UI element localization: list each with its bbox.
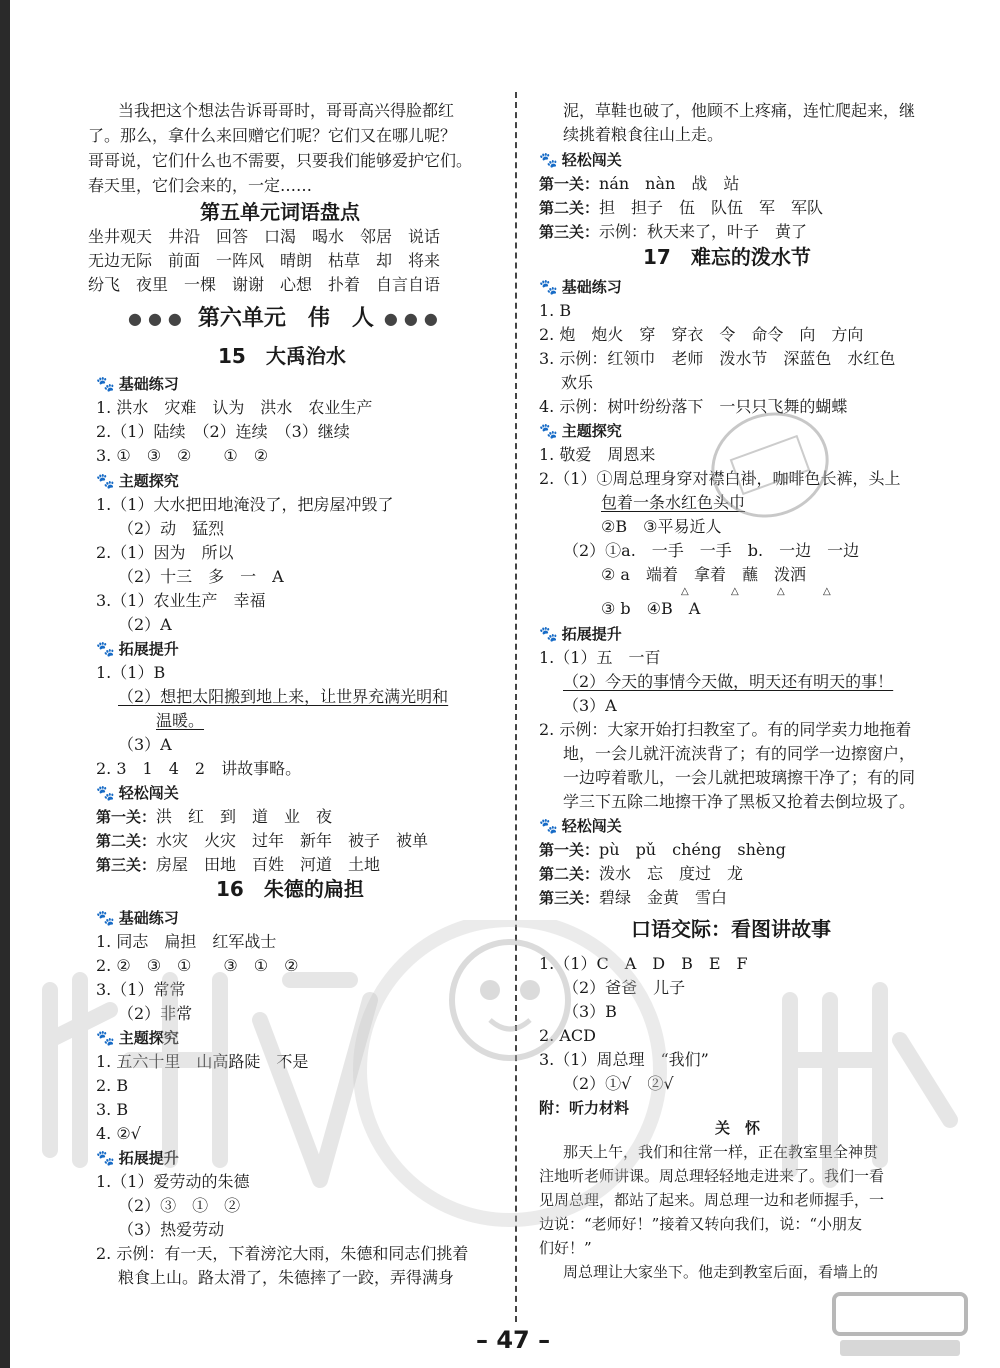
answer-line: 2. ACD bbox=[539, 1026, 596, 1045]
answer-line: 4. 示例：树叶纷纷落下 一只只飞舞的蝴蝶 bbox=[539, 397, 848, 416]
intro-line: 当我把这个想法告诉哥哥时，哥哥高兴得脸都红 bbox=[118, 101, 455, 120]
paw-icon: 🐾 bbox=[539, 422, 558, 440]
column-divider bbox=[515, 92, 517, 1322]
section-header: 🐾 基础练习 bbox=[96, 909, 179, 927]
answer-line: 1. 洪水 灾难 认为 洪水 农业生产 bbox=[96, 398, 373, 417]
section-header: 🐾 轻松闯关 bbox=[96, 784, 179, 802]
unit6-title: 第六单元 伟 人 bbox=[197, 306, 374, 331]
section-header: 🐾 轻松闯关 bbox=[539, 817, 622, 835]
paw-icon: 🐾 bbox=[539, 278, 558, 296]
answer-line: （2）非常 bbox=[118, 1004, 193, 1023]
answer-line: 1.（1）爱劳动的朱德 bbox=[96, 1172, 250, 1191]
answer-line: （2）爸爸 儿子 bbox=[563, 978, 686, 997]
answer-line: 1. B bbox=[539, 301, 572, 320]
answer-line: 3. 示例：红领巾 老师 泼水节 深蓝色 水红色 bbox=[539, 349, 896, 368]
word-row: 无边无际 前面 一阵风 晴朗 枯草 却 将来 bbox=[88, 251, 441, 270]
answer-line: 3. ① ③ ② ① ② bbox=[96, 446, 269, 465]
intro-line: 哥哥说，它们什么也不需要，只要我们能够爱护它们。 bbox=[88, 151, 473, 170]
level-line: 第一关：pù pǔ chéng shèng bbox=[539, 840, 786, 859]
answer-line: 2. ② ③ ① ③ ① ② bbox=[96, 956, 299, 975]
corner-logo-watermark bbox=[830, 1290, 970, 1362]
paw-icon: 🐾 bbox=[96, 909, 115, 927]
answer-line: 2. 炮 炮火 穿 穿衣 令 命令 向 方向 bbox=[539, 325, 864, 344]
paw-icon: 🐾 bbox=[539, 817, 558, 835]
answer-line-underlined: 包着一条水红色头巾 bbox=[601, 493, 746, 512]
lesson16-title: 16 朱德的扁担 bbox=[216, 877, 364, 901]
answer-line: 2. 示例：有一天，下着滂沱大雨，朱德和同志们挑着 bbox=[96, 1244, 469, 1263]
answer-line-underlined: 温暖。 bbox=[156, 711, 205, 730]
section-header: 🐾 主题探究 bbox=[96, 472, 179, 490]
word-row: 坐井观天 井沿 回答 口渴 喝水 邻居 说话 bbox=[88, 227, 441, 246]
story-line: 们好！” bbox=[539, 1239, 592, 1257]
answer-line: ②B ③平易近人 bbox=[601, 517, 722, 536]
story-line: 那天上午，我们和往常一样，正在教室里全神贯 bbox=[563, 1143, 879, 1161]
paw-icon: 🐾 bbox=[96, 375, 115, 393]
level-line: 第一关：洪 红 到 道 业 夜 bbox=[96, 807, 333, 826]
answer-line: 3.（1）常常 bbox=[96, 980, 186, 999]
answer-line: （2）动 猛烈 bbox=[118, 519, 225, 538]
answer-line: 1.（1）C A D B E F bbox=[539, 954, 748, 973]
paw-icon: 🐾 bbox=[539, 625, 558, 643]
answer-line: 一边哼着歌儿，一会儿就把玻璃擦干净了；有的同 bbox=[563, 768, 916, 787]
story-line: 边说：“老师好！”接着又转向我们，说：“小朋友 bbox=[539, 1215, 863, 1233]
answer-line: （3）A bbox=[118, 735, 172, 754]
unit5-title: 第五单元词语盘点 bbox=[200, 200, 360, 224]
paw-icon: 🐾 bbox=[96, 472, 115, 490]
section-header: 🐾 基础练习 bbox=[539, 278, 622, 296]
answer-line: 2. 示例：大家开始打扫教室了。有的同学卖力地拖着 bbox=[539, 720, 912, 739]
answer-line: （3）A bbox=[563, 696, 617, 715]
answer-line: 粮食上山。路太滑了，朱德摔了一跤，弄得满身 bbox=[118, 1268, 455, 1287]
intro-line: 了。那么，拿什么来回赠它们呢？它们又在哪儿呢？ bbox=[88, 126, 457, 145]
section-header: 🐾 主题探究 bbox=[539, 422, 622, 440]
triangle-mark: △ bbox=[777, 586, 785, 597]
answer-line: 1.（1）B bbox=[96, 663, 166, 682]
decor-dots-right: ●●● bbox=[383, 309, 444, 328]
answer-line: 学三下五除二地擦干净了黑板又抢着去倒垃圾了。 bbox=[563, 792, 916, 811]
answer-line: 3.（1）周总理 “我们” bbox=[539, 1050, 709, 1069]
answer-line: 续挑着粮食往山上走。 bbox=[563, 125, 724, 144]
answer-line: （2）A bbox=[118, 615, 172, 634]
answer-line: 欢乐 bbox=[561, 373, 594, 392]
section-header: 🐾 拓展提升 bbox=[96, 640, 179, 658]
answer-line-underlined: （2）今天的事情今天做，明天还有明天的事！ bbox=[563, 672, 894, 691]
answer-line: ② a 端着 拿着 蘸 泼洒 bbox=[601, 565, 806, 584]
word-row: 纷飞 夜里 一棵 谢谢 心想 扑着 自言自语 bbox=[88, 275, 441, 294]
answer-line: 泥，草鞋也破了，他顾不上疼痛，连忙爬起来，继 bbox=[563, 101, 916, 120]
story-title: 关 怀 bbox=[715, 1119, 761, 1137]
triangle-mark: △ bbox=[731, 586, 739, 597]
answer-line: 1. 敬爱 周恩来 bbox=[539, 445, 656, 464]
decor-dots-left: ●●● bbox=[128, 309, 188, 328]
answer-line: 1. 五六十里 山高路陡 不是 bbox=[96, 1052, 309, 1071]
answer-line: 3.（1）农业生产 幸福 bbox=[96, 591, 266, 610]
answer-line: （2）③ ① ② bbox=[118, 1196, 241, 1215]
answer-line: 2. 3 1 4 2 讲故事略。 bbox=[96, 759, 302, 778]
answer-line: 1.（1）五 一百 bbox=[539, 648, 661, 667]
paw-icon: 🐾 bbox=[96, 640, 115, 658]
level-line: 第二关：担 担子 伍 队伍 军 军队 bbox=[539, 198, 824, 217]
oral-title: 口语交际：看图讲故事 bbox=[631, 917, 831, 941]
answer-line: 2.（1）因为 所以 bbox=[96, 543, 234, 562]
answer-line: 1. 同志 扁担 红军战士 bbox=[96, 932, 277, 951]
lesson17-title: 17 难忘的泼水节 bbox=[643, 245, 811, 269]
section-header: 🐾 轻松闯关 bbox=[539, 151, 622, 169]
section-header: 🐾 拓展提升 bbox=[96, 1149, 179, 1167]
paw-icon: 🐾 bbox=[96, 1029, 115, 1047]
answer-line: （3）热爱劳动 bbox=[118, 1220, 225, 1239]
answer-line: 1.（1）大水把田地淹没了，把房屋冲毁了 bbox=[96, 495, 394, 514]
level-line: 第一关：nán nàn 战 站 bbox=[539, 174, 740, 193]
level-line: 第二关：水灾 火灾 过年 新年 被子 被单 bbox=[96, 831, 429, 850]
answer-line: 2.（1）陆续 （2）连续 （3）继续 bbox=[96, 422, 350, 441]
answer-line: （2）①a. 一手 一手 b. 一边 一边 bbox=[563, 541, 860, 560]
paw-icon: 🐾 bbox=[96, 1149, 115, 1167]
section-header: 🐾 基础练习 bbox=[96, 375, 179, 393]
level-line: 第二关：泼水 忘 度过 龙 bbox=[539, 864, 744, 883]
answer-line-underlined: （2）想把太阳搬到地上来，让世界充满光明和 bbox=[118, 687, 449, 706]
answer-line: （2）①√ ②√ bbox=[563, 1074, 674, 1093]
unit6-heading bbox=[128, 308, 444, 330]
answer-line: （3）B bbox=[563, 1002, 617, 1021]
answer-line: 2. B bbox=[96, 1076, 129, 1095]
section-header: 🐾 主题探究 bbox=[96, 1029, 179, 1047]
answer-line: 地，一会儿就汗流浃背了；有的同学一边擦窗户， bbox=[563, 744, 916, 763]
section-header: 🐾 拓展提升 bbox=[539, 625, 622, 643]
answer-line: 2.（1）①周总理身穿对襟白褂，咖啡色长裤，头上 bbox=[539, 469, 901, 488]
story-line: 周总理让大家坐下。他走到教室后面，看墙上的 bbox=[563, 1263, 879, 1281]
answer-line: （2）十三 多 一 A bbox=[118, 567, 284, 586]
answer-line: ③ b ④B A bbox=[601, 599, 701, 618]
answer-line: 3. B bbox=[96, 1100, 129, 1119]
page-edge bbox=[0, 0, 10, 1368]
lesson15-title: 15 大禹治水 bbox=[218, 344, 346, 368]
triangle-mark: △ bbox=[823, 586, 831, 597]
level-line: 第三关：示例：秋天来了，叶子 黄了 bbox=[539, 222, 808, 241]
triangle-mark: △ bbox=[681, 586, 689, 597]
appendix-label: 附：听力材料 bbox=[539, 1099, 630, 1117]
answer-line: 4. ②√ bbox=[96, 1124, 141, 1143]
story-line: 注地听老师讲课。周总理轻轻地走进来了。我们一看 bbox=[539, 1167, 885, 1185]
story-line: 见周总理，都站了起来。周总理一边和老师握手，一 bbox=[539, 1191, 885, 1209]
page-number: – 47 – bbox=[476, 1326, 551, 1354]
paw-icon: 🐾 bbox=[96, 784, 115, 802]
paw-icon: 🐾 bbox=[539, 151, 558, 169]
intro-line: 春天里，它们会来的，一定…… bbox=[88, 176, 313, 195]
level-line: 第三关：碧绿 金黄 雪白 bbox=[539, 888, 728, 907]
level-line: 第三关：房屋 田地 百姓 河道 土地 bbox=[96, 855, 381, 874]
